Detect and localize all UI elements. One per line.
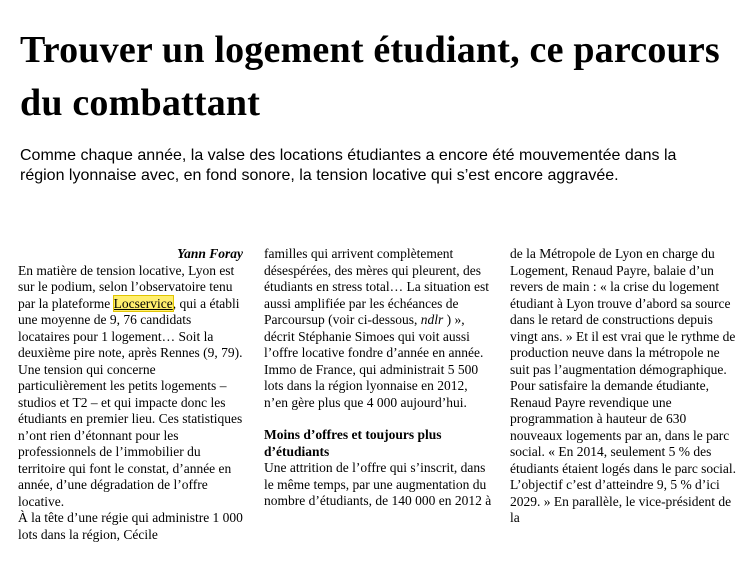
paragraph-text: ) », décrit Stéphanie Simoes qui voit aussi l’offre locative fondre d’année en année. Immo de France, qui administrait 5 500 lots dans la région lyonnaise en 2012, n’en gère plus que 4 000 aujourd’hui. [264, 312, 484, 410]
article-column-3 [510, 246, 738, 527]
article-column-2 [264, 246, 492, 510]
paragraph: de la Métropole de Lyon en charge du Logement, Renaud Payre, balaie d’un revers de main : « la crise du logement étudiant à Lyon trouve d’abord sa source dans le retard de constructions depuis vingt ans. » Et il est vrai que le rythme de production neuve dans la métropole ne suit pas l’augmentation démographique. [510, 246, 736, 377]
byline: Yann Foray [177, 246, 243, 261]
paragraph [18, 263, 243, 511]
article-title: Trouver un logement étudiant, ce parcours du combattant [20, 29, 720, 124]
article-lede: Comme chaque année, la valse des locations étudiantes a encore été mouvementée dans la région lyonnaise avec, en fond sonore, la tension locative qui s’est encore aggravée. [20, 147, 677, 184]
paragraph: Pour satisfaire la demande étudiante, Renaud Payre revendique une programmation à hauteur de 630 nouveaux logements par an, dans le parc social. « En 2014, seulement 5 % des étudiants étaient logés dans le parc social. L’objectif c’est d’atteindre 9, 5 % d’ici 2029. » En parallèle, le vice-président de la [510, 378, 737, 525]
section-subhead: Moins d’offres et toujours plus d’étudiants [264, 427, 442, 459]
paragraph: À la tête d’une régie qui administre 1 000 lots dans la région, Cécile [18, 510, 243, 542]
locservice-link[interactable]: Locservice [113, 295, 173, 311]
paragraph: Une attrition de l’offre qui s’inscrit, dans le même temps, par une augmentation du nombre d’étudiants, de 140 000 en 2012 à [264, 460, 492, 508]
article-column-1 [18, 246, 243, 543]
paragraph-text: familles qui arrivent complètement désespérées, des mères qui pleurent, des étudiants en stress total… La situation est aussi amplifiée par les échéances de Parcoursup (voir ci-dessous, [264, 246, 489, 327]
paragraph-text: , qui a établi une moyenne de 9, 76 candidats locataires pour 1 logement… Soit la deuxième pire note, après Rennes (9, 79). Une tension qui concerne particulièrement les petits logements – studios et T2 – et qui impacte donc les étudiants en premier lieu. Ces statistiques n’ont rien d’étonnant pour les professionnels de l’immobilier du territoire qui font le constat, d’année en année, d’une dégradation de l’offre locative. [18, 295, 243, 509]
paragraph-text: En matière de tension locative, Lyon est sur le podium, selon l’observatoire tenu par la plateforme [18, 262, 235, 311]
editor-note: ndlr [420, 312, 444, 327]
paragraph [264, 246, 492, 411]
